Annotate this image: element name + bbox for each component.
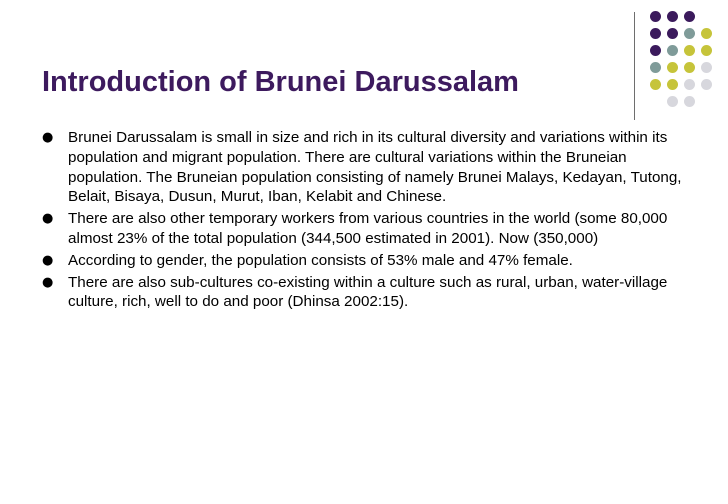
decorative-dot xyxy=(701,62,712,73)
decorative-dot xyxy=(684,45,695,56)
bullet-text-2: There are also other temporary workers from various countries in the world (some 80,000 almost 23% of the total population (344,500 estimated in 2001). Now (350,000) xyxy=(68,210,668,247)
bullet-item-2 xyxy=(42,209,702,249)
bullet-item-1 xyxy=(42,128,702,207)
decorative-dot xyxy=(667,11,678,22)
bullet-icon: ● xyxy=(42,130,54,145)
bullet-icon: ● xyxy=(42,274,54,290)
decorative-dot xyxy=(684,96,695,107)
decorative-dot xyxy=(650,28,661,39)
decorative-dot xyxy=(650,79,661,90)
bullet-text-1: Brunei Darussalam is small in size and rich in its cultural diversity and variations within its population and migrant population. There are cultural variations within the Bruneian population. The Bruneian population consisting of namely Brunei Malays, Kedayan, Tutong, Belait, Bisaya, Dusun, Murut, Iban, Kelabit and Chinese. xyxy=(68,129,682,206)
vertical-divider xyxy=(634,12,635,120)
decorative-dot xyxy=(650,45,661,56)
decorative-dot xyxy=(684,28,695,39)
decorative-dot xyxy=(667,96,678,107)
decorative-dot xyxy=(701,45,712,56)
decorative-dot xyxy=(684,11,695,22)
bullet-item-3 xyxy=(42,251,702,271)
bullet-icon: ● xyxy=(42,252,54,268)
decorative-dot xyxy=(667,79,678,90)
decorative-dot xyxy=(701,79,712,90)
decorative-dot xyxy=(667,45,678,56)
bullet-list xyxy=(42,128,702,314)
decorative-dot xyxy=(650,11,661,22)
decorative-dot xyxy=(650,62,661,73)
bullet-text-3: According to gender, the population consists of 53% male and 47% female. xyxy=(68,251,573,269)
decorative-dot xyxy=(667,62,678,73)
slide-title: Introduction of Brunei Darussalam xyxy=(42,66,519,98)
decorative-dot xyxy=(684,62,695,73)
bullet-text-4: There are also sub-cultures co-existing within a culture such as rural, urban, water-village culture, rich, well to do and poor (Dhinsa 2002:15). xyxy=(68,273,668,311)
bullet-item-4 xyxy=(42,273,702,313)
decorative-dot xyxy=(667,28,678,39)
decorative-dot xyxy=(701,28,712,39)
decorative-dot xyxy=(684,79,695,90)
bullet-icon: ● xyxy=(42,211,54,227)
